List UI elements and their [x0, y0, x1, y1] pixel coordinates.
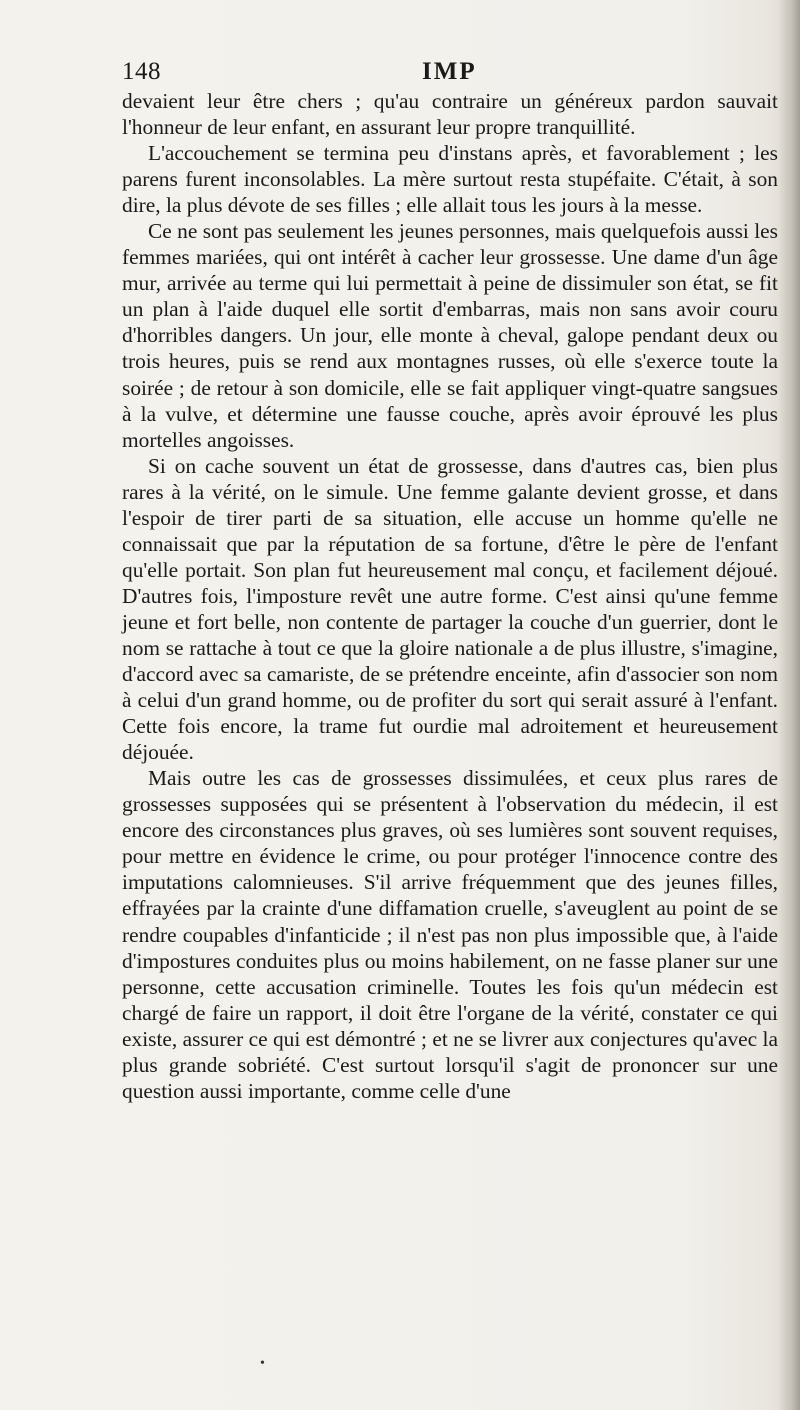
- paragraph-2: L'accouchement se termina peu d'instans après, et favorablement ; les parens furent inconsolables. La mère surtout resta stupéfaite. C'était, à son dire, la plus dévote de ses filles ; elle allait tous les jours à la messe.: [122, 141, 778, 218]
- page-edge-shadow: [778, 0, 800, 1410]
- paragraph-5: Mais outre les cas de grossesses dissimulées, et ceux plus rares de grossesses supposées qui se présentent à l'observation du médecin, il est encore des circonstances plus graves, où ses lumières sont souvent requises, pour mettre en évidence le crime, ou pour protéger l'innocence contre des imputations calomnieuses. S'il arrive fréquemment que des jeunes filles, effrayées par la crainte d'une diffamation cruelle, s'aveuglent au point de se rendre coupables d'infanticide ; il n'est pas non plus impossible que, à l'aide d'impostures conduites plus ou moins habilement, on ne fasse planer sur une personne, cette accusation criminelle. Toutes les fois qu'un médecin est chargé de faire un rapport, il doit être l'organe de la vérité, constater ce qui existe, assurer ce qui est démontré ; et ne se livrer aux conjectures qu'avec la plus grande sobriété. C'est surtout lorsqu'il s'agit de prononcer sur une question aussi importante, comme celle d'une: [122, 766, 778, 1103]
- page-header: [122, 58, 778, 92]
- paragraph-3: Ce ne sont pas seulement les jeunes personnes, mais quelquefois aussi les femmes mariées, qui ont intérêt à cacher leur grossesse. Une dame d'un âge mur, arrivée au terme qui lui permettait à peine de dissimuler son état, se fit un plan à l'aide duquel elle sortit d'embarras, mais non sans avoir couru d'horribles dangers. Un jour, elle monte à cheval, galope pendant deux ou trois heures, puis se rend aux montagnes russes, où elle s'exerce toute la soirée ; de retour à son domicile, elle se fait appliquer vingt-quatre sangsues à la vulve, et détermine une fausse couche, après avoir éprouvé les plus mortelles angoisses.: [122, 219, 778, 452]
- paragraph-4: Si on cache souvent un état de grossesse, dans d'autres cas, bien plus rares à la vérité, on le simule. Une femme galante devient grosse, et dans l'espoir de tirer parti de sa situation, elle accuse un homme qu'elle ne connaissait que par la réputation de sa fortune, d'être le père de l'enfant qu'elle portait. Son plan fut heureusement mal conçu, et facilement déjoué. D'autres fois, l'imposture revêt une autre forme. C'est ainsi qu'une femme jeune et fort belle, non contente de partager la couche d'un guerrier, dont le nom se rattache à tout ce que la gloire nationale a de plus illustre, s'imagine, d'accord avec sa camariste, de se prétendre enceinte, afin d'associer son nom à celui d'un grand homme, ou de profiter du sort qui serait assuré à l'enfant. Cette fois encore, la trame fut ourdie mal adroitement et heureusement déjouée.: [122, 453, 778, 765]
- page-number: 148: [122, 58, 161, 85]
- paragraph-1-continued: devaient leur être chers ; qu'au contraire un généreux pardon sauvait l'honneur de leur enfant, en assurant leur propre tranquillité.: [122, 89, 778, 140]
- ink-speck: •: [260, 1356, 265, 1371]
- running-head: IMP: [422, 58, 477, 85]
- body-text: [122, 88, 778, 1104]
